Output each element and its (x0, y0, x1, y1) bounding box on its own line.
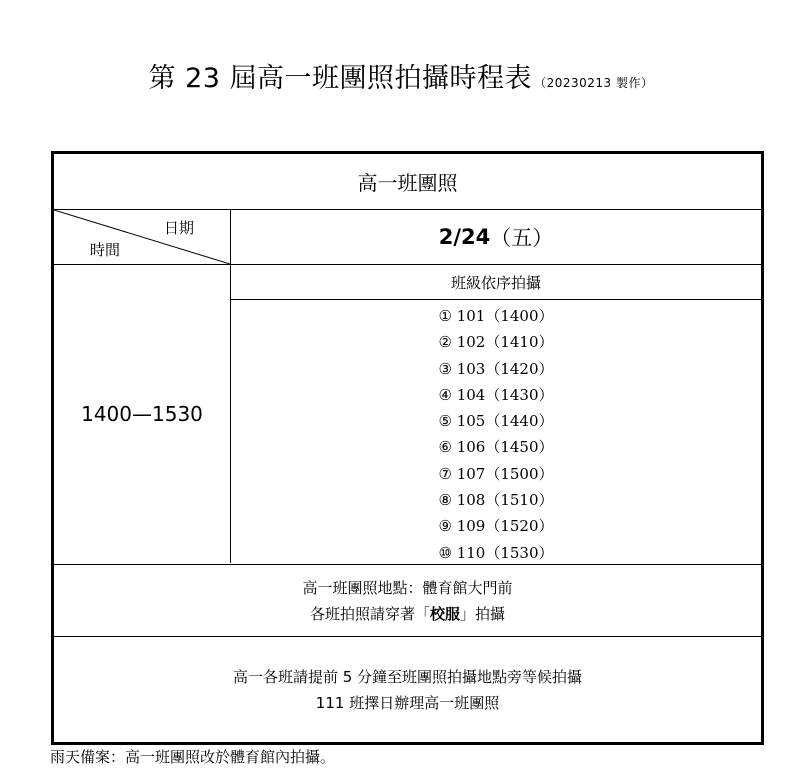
list-item: ③ 103（1420） (438, 359, 554, 378)
order-label: 班級依序拍攝 (231, 265, 761, 300)
notice-line-2: 111 班擇日辦理高一班團照 (315, 693, 500, 712)
uniform-line (310, 601, 505, 627)
location-line: 高一班團照地點：體育館大門前 (302, 578, 513, 597)
uniform-pre: 各班拍照請穿著「 (309, 604, 430, 623)
list-item: ⑤ 105（1440） (438, 412, 554, 431)
list-item: ④ 104（1430） (438, 385, 554, 404)
corner-time-label: 時間 (90, 241, 121, 259)
time-range: 1400—1530 (54, 265, 231, 563)
uniform-bold: 校服 (429, 604, 460, 623)
diagonal-divider (54, 210, 230, 264)
list-item: ⑥ 106（1450） (438, 438, 554, 457)
title-main: 第 23 屆高一班團照拍攝時程表 (148, 63, 533, 94)
list-item: ⑧ 108（1510） (438, 491, 554, 510)
list-item: ⑩ 110（1530） (438, 543, 554, 562)
notice-line-1: 高一各班請提前 5 分鐘至班團照拍攝地點旁等候拍攝 (232, 667, 583, 686)
page-title (0, 56, 802, 95)
list-item: ⑨ 109（1520） (438, 517, 554, 536)
list-item: ① 101（1400） (438, 307, 554, 325)
corner-date-label: 日期 (163, 219, 194, 237)
location-info (54, 564, 761, 637)
list-item: ⑦ 107（1500） (438, 464, 554, 483)
date-value: 2/24 (438, 225, 491, 249)
schedule-table (51, 151, 764, 745)
rain-plan-note: 雨天備案：高一班團照改於體育館內拍攝。 (50, 748, 336, 766)
date-weekday: （五） (490, 226, 554, 250)
uniform-post: 」拍攝 (460, 604, 506, 623)
schedule-list (231, 300, 761, 563)
notice-info (54, 637, 761, 742)
table-heading: 高一班團照 (54, 154, 761, 210)
corner-cell (54, 210, 231, 265)
list-item: ② 102（1410） (438, 333, 554, 352)
date-cell (231, 210, 761, 265)
title-sub: （20230213 製作） (534, 76, 654, 90)
